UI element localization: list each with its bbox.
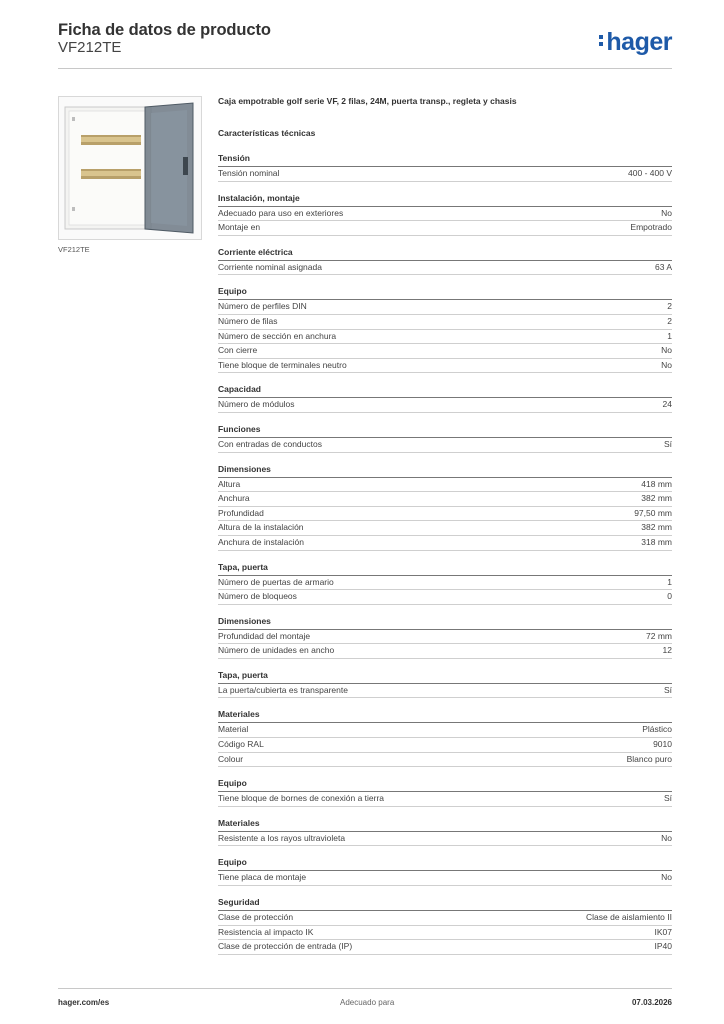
spec-row xyxy=(218,261,672,276)
spec-value: 1 xyxy=(667,576,672,587)
spec-value: Blanco puro xyxy=(626,753,672,764)
spec-label: Con entradas de conductos xyxy=(218,438,322,449)
spec-label: Altura de la instalación xyxy=(218,522,304,533)
spec-row xyxy=(218,792,672,807)
spec-value: Sí xyxy=(663,684,672,695)
spec-group xyxy=(218,424,672,453)
spec-label: Tiene placa de montaje xyxy=(218,872,307,883)
spec-group-title: Equipo xyxy=(218,286,672,300)
spec-row xyxy=(218,926,672,941)
spec-group xyxy=(218,153,672,182)
spec-group-title: Materiales xyxy=(218,818,672,832)
spec-value: IK07 xyxy=(654,926,672,937)
spec-row xyxy=(218,723,672,738)
spec-label: Tensión nominal xyxy=(218,168,280,178)
spec-row xyxy=(218,221,672,236)
spec-value: No xyxy=(661,207,672,218)
image-caption: VF212TE xyxy=(58,245,90,254)
spec-row xyxy=(218,590,672,605)
spec-label: Número de perfiles DIN xyxy=(218,301,307,312)
spec-group xyxy=(218,897,672,955)
spec-value: 24 xyxy=(662,399,672,410)
spec-label: Número de unidades en ancho xyxy=(218,645,335,656)
spec-label: La puerta/cubierta es transparente xyxy=(218,684,348,695)
spec-row xyxy=(218,507,672,522)
spec-row xyxy=(218,300,672,315)
spec-row xyxy=(218,576,672,591)
spec-label: Profundidad xyxy=(218,507,264,518)
spec-content xyxy=(218,96,672,955)
spec-label: Número de filas xyxy=(218,315,278,326)
spec-value: 0 xyxy=(667,591,672,602)
spec-group-title: Capacidad xyxy=(218,384,672,398)
footer-note: Adecuado para xyxy=(340,998,395,1007)
spec-label: Profundidad del montaje xyxy=(218,630,311,641)
logo-dots-icon xyxy=(599,32,603,49)
spec-value: 63 A xyxy=(654,261,672,272)
spec-group xyxy=(218,616,672,659)
spec-group-title: Equipo xyxy=(218,857,672,871)
spec-group xyxy=(218,193,672,236)
spec-row xyxy=(218,359,672,374)
spec-row xyxy=(218,871,672,886)
spec-group xyxy=(218,818,672,847)
spec-row xyxy=(218,753,672,768)
spec-row xyxy=(218,521,672,536)
spec-label: Tiene bloque de bornes de conexión a tierra xyxy=(218,793,385,804)
spec-group-title: Tensión xyxy=(218,153,672,167)
spec-value: 318 mm xyxy=(641,536,672,547)
spec-value: No xyxy=(661,832,672,843)
spec-row xyxy=(218,330,672,345)
section-title: Características técnicas xyxy=(218,128,316,138)
spec-group xyxy=(218,384,672,413)
spec-row xyxy=(218,684,672,699)
spec-row xyxy=(218,478,672,493)
spec-group-title: Instalación, montaje xyxy=(218,193,672,207)
spec-label: Número de sección en anchura xyxy=(218,330,337,341)
spec-value: 2 xyxy=(667,301,672,312)
spec-label: Anchura xyxy=(218,493,250,504)
spec-label: Resistencia al impacto IK xyxy=(218,926,314,937)
spec-group-title: Funciones xyxy=(218,424,672,438)
spec-value: Plástico xyxy=(642,724,672,735)
spec-value: Empotrado xyxy=(630,222,672,233)
spec-value: 72 mm xyxy=(646,630,672,641)
spec-label: Adecuado para uso en exteriores xyxy=(218,207,344,218)
spec-value: No xyxy=(661,359,672,370)
spec-value: 382 mm xyxy=(641,522,672,533)
footer-date: 07.03.2026 xyxy=(631,998,672,1007)
spec-label: Código RAL xyxy=(218,739,264,750)
spec-row xyxy=(218,438,672,453)
spec-label: Montaje en xyxy=(218,222,261,233)
spec-value: 418 mm xyxy=(641,478,672,489)
spec-label: Número de módulos xyxy=(218,399,295,410)
spec-value: No xyxy=(661,345,672,356)
spec-group xyxy=(218,778,672,807)
spec-label: Clase de protección de entrada (IP) xyxy=(218,941,353,952)
spec-group-title: Seguridad xyxy=(218,897,672,911)
product-description: Caja empotrable golf serie VF, 2 filas, 24M, puerta transp., regleta y chasis xyxy=(218,96,517,106)
spec-row xyxy=(218,207,672,222)
spec-group xyxy=(218,286,672,373)
spec-value: IP40 xyxy=(654,941,672,952)
spec-row xyxy=(218,832,672,847)
spec-value: 400 - 400 V xyxy=(628,168,672,178)
spec-group xyxy=(218,562,672,605)
spec-group-title: Equipo xyxy=(218,778,672,792)
spec-row xyxy=(218,398,672,413)
spec-row xyxy=(218,492,672,507)
spec-group-title: Tapa, puerta xyxy=(218,562,672,576)
footer-website: hager.com/es xyxy=(58,998,110,1007)
spec-label: Colour xyxy=(218,753,244,764)
spec-value: 1 xyxy=(667,330,672,341)
spec-row xyxy=(218,738,672,753)
enclosure-illustration xyxy=(59,97,201,239)
spec-row xyxy=(218,630,672,645)
spec-row xyxy=(218,536,672,551)
spec-row xyxy=(218,644,672,659)
spec-row xyxy=(218,940,672,955)
spec-label: Clase de protección xyxy=(218,912,294,923)
spec-value: 9010 xyxy=(653,739,672,750)
spec-value: 12 xyxy=(662,645,672,656)
spec-row xyxy=(218,911,672,926)
hager-logo xyxy=(599,28,672,57)
footer-divider xyxy=(58,988,672,989)
spec-value: 97,50 mm xyxy=(634,507,672,518)
spec-value: Clase de aislamiento II xyxy=(586,912,672,923)
spec-group-title: Tapa, puerta xyxy=(218,670,672,684)
spec-row xyxy=(218,167,672,182)
spec-label: Con cierre xyxy=(218,345,258,356)
spec-group xyxy=(218,670,672,699)
spec-row xyxy=(218,315,672,330)
spec-label: Tiene bloque de terminales neutro xyxy=(218,359,347,370)
spec-group xyxy=(218,247,672,276)
spec-value: No xyxy=(661,872,672,883)
spec-label: Material xyxy=(218,724,249,735)
product-image xyxy=(58,96,202,240)
spec-value: Sí xyxy=(663,438,672,449)
spec-group-title: Materiales xyxy=(218,709,672,723)
spec-value: Sí xyxy=(663,793,672,804)
spec-group xyxy=(218,464,672,551)
spec-label: Número de puertas de armario xyxy=(218,576,334,587)
product-code: VF212TE xyxy=(58,39,122,56)
spec-row xyxy=(218,344,672,359)
spec-group-title: Corriente eléctrica xyxy=(218,247,672,261)
spec-value: 382 mm xyxy=(641,493,672,504)
spec-group-title: Dimensiones xyxy=(218,464,672,478)
spec-value: 2 xyxy=(667,315,672,326)
spec-group xyxy=(218,857,672,886)
header-divider xyxy=(58,68,672,69)
spec-group xyxy=(218,709,672,767)
spec-label: Resistente a los rayos ultravioleta xyxy=(218,832,346,843)
spec-label: Altura xyxy=(218,478,241,489)
spec-label: Corriente nominal asignada xyxy=(218,261,322,272)
logo-text: hager xyxy=(606,28,672,56)
spec-groups xyxy=(218,153,672,955)
spec-label: Anchura de instalación xyxy=(218,536,305,547)
spec-group-title: Dimensiones xyxy=(218,616,672,630)
page-title: Ficha de datos de producto xyxy=(58,21,271,39)
spec-label: Número de bloqueos xyxy=(218,591,297,602)
